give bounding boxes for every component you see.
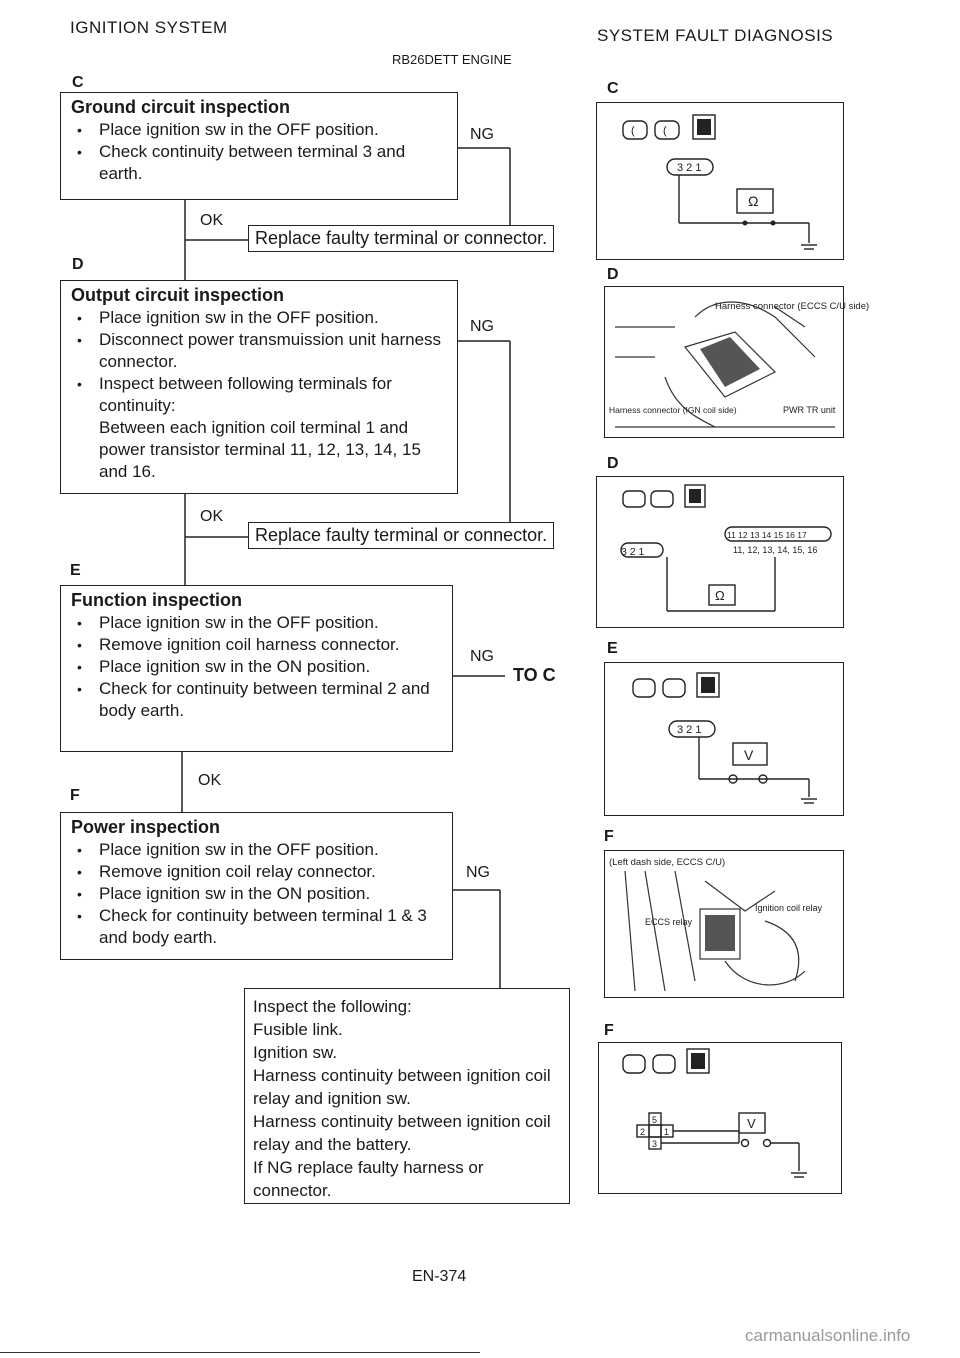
diagram-d1-label: D: [607, 266, 619, 283]
function-ng-label: NG: [470, 648, 494, 665]
output-circuit-box: [60, 280, 458, 494]
section-d-label: D: [72, 256, 84, 273]
diagram-c-drawing: [597, 103, 842, 258]
power-step-4: • Check for continuity between terminal 1 & 3 and body earth.: [71, 905, 444, 949]
diagram-d-output-drawing: [597, 477, 842, 626]
diagram-f-drawing: [599, 1043, 840, 1192]
output-step-2: • Disconnect power transmuission unit harness connector.: [71, 329, 449, 373]
output-ng-label: NG: [470, 318, 494, 335]
inspect-line-5: Harness continuity between ignition coil relay and the battery.: [253, 1112, 551, 1154]
relay-pin-3: 3: [652, 1139, 658, 1149]
diagram-f-eccs-relay: ECCS relay: [645, 917, 693, 927]
diagram-f-photo-drawing: [605, 851, 842, 996]
power-inspection-title: Power inspection: [71, 817, 221, 837]
power-step-2: • Remove ignition coil relay connector.: [71, 861, 444, 883]
diagram-d-connector: 3 2 1: [621, 546, 645, 558]
diagram-c-connector: 3 2 1: [677, 162, 702, 174]
function-step-1: • Place ignition sw in the OFF position.: [71, 612, 444, 634]
to-c-label: TO C: [513, 665, 556, 685]
inspect-line-3: Ignition sw.: [253, 1043, 338, 1062]
diagram-d-pt-terminals: 11, 12, 13, 14, 15, 16: [733, 545, 818, 555]
inspect-line-2: Fusible link.: [253, 1020, 343, 1039]
inspect-following-box: [244, 988, 570, 1204]
ground-circuit-title: Ground circuit inspection: [71, 97, 291, 117]
inspect-line-6: If NG replace faulty harness or connector.: [253, 1158, 484, 1200]
diagram-d-harness-cu: Harness connector (ECCS C/U side): [715, 301, 870, 312]
function-step-2: • Remove ignition coil harness connector.: [71, 634, 444, 656]
diagram-c-ohm: Ω: [748, 193, 759, 209]
header-right: SYSTEM FAULT DIAGNOSIS: [597, 26, 834, 45]
function-step-3: • Place ignition sw in the ON position.: [71, 656, 444, 678]
output-step-3: [71, 373, 449, 483]
power-step-3: • Place ignition sw in the ON position.: [71, 883, 444, 905]
diagram-d-pwr-tr: PWR TR unit: [783, 405, 836, 415]
engine-label: RB26DETT ENGINE: [392, 52, 512, 67]
ground-step-2: • Check continuity between terminal 3 and earth.: [71, 141, 449, 185]
page-number: EN-374: [412, 1268, 467, 1285]
diagram-d-photo: [604, 286, 870, 438]
footer-rule: [0, 1352, 480, 1353]
svg-text:(: (: [631, 125, 635, 137]
output-circuit-title: Output circuit inspection: [71, 285, 285, 305]
power-ng-label: NG: [466, 864, 490, 881]
function-inspection-title: Function inspection: [71, 590, 242, 610]
header-left: IGNITION SYSTEM: [70, 18, 228, 37]
diagram-e-volt: V: [744, 747, 754, 763]
ground-step-1: • Place ignition sw in the OFF position.: [71, 119, 449, 141]
output-ok-label: OK: [200, 508, 224, 525]
watermark: carmanualsonline.info: [745, 1326, 911, 1345]
diagram-f-caption: (Left dash side, ECCS C/U): [609, 857, 726, 868]
power-inspection-box: [60, 812, 453, 960]
diagram-f2-label: F: [604, 1022, 614, 1039]
relay-pin-1: 1: [664, 1127, 670, 1137]
output-step-1: • Place ignition sw in the OFF position.: [71, 307, 449, 329]
function-ok-label: OK: [198, 772, 222, 789]
diagram-c-ground: [596, 102, 844, 260]
diagram-e-label: E: [607, 640, 618, 657]
section-e-label: E: [70, 562, 81, 579]
relay-pin-2: 2: [640, 1127, 646, 1137]
diagram-e-drawing: [605, 663, 842, 814]
replace-box-d: Replace faulty terminal or connector.: [248, 522, 554, 549]
diagram-f-power: [598, 1042, 842, 1194]
output-step-3-text: Inspect between following terminals for continuity:: [99, 374, 392, 415]
ground-circuit-box: [60, 92, 458, 200]
power-step-1: • Place ignition sw in the OFF position.: [71, 839, 444, 861]
diagram-d-photo-drawing: [605, 287, 870, 436]
svg-text:(: (: [663, 125, 667, 137]
relay-pin-5: 5: [652, 1115, 658, 1125]
output-step-3-detail: Between each ignition coil terminal 1 and power transistor terminal 11, 12, 13, 14, 15 and 16.: [99, 418, 421, 481]
diagram-c-label: C: [607, 80, 619, 97]
function-inspection-box: [60, 585, 453, 752]
function-step-4: • Check for continuity between terminal 2 and body earth.: [71, 678, 444, 722]
diagram-d2-label: D: [607, 455, 619, 472]
replace-box-c: Replace faulty terminal or connector.: [248, 225, 554, 252]
ground-ok-label: OK: [200, 212, 224, 229]
diagram-d-ohm: Ω: [715, 588, 725, 603]
ground-ng-label: NG: [470, 126, 494, 143]
section-c-label: C: [72, 74, 84, 91]
diagram-d-pt-connector: 11 12 13 14 15 16 17: [727, 530, 807, 540]
diagram-f-ign-relay: Ignition coil relay: [755, 903, 823, 913]
section-f-label: F: [70, 787, 80, 804]
inspect-line-4: Harness continuity between ignition coil relay and ignition sw.: [253, 1066, 551, 1108]
diagram-f-volt: V: [747, 1116, 756, 1131]
diagram-e-function: [604, 662, 844, 816]
diagram-f1-label: F: [604, 828, 614, 845]
inspect-line-1: Inspect the following:: [253, 997, 412, 1016]
diagram-f-photo: [604, 850, 844, 998]
diagram-d-harness-ign: Harness connector (IGN coil side): [609, 405, 737, 415]
diagram-d-output: [596, 476, 844, 628]
diagram-e-connector: 3 2 1: [677, 724, 702, 736]
